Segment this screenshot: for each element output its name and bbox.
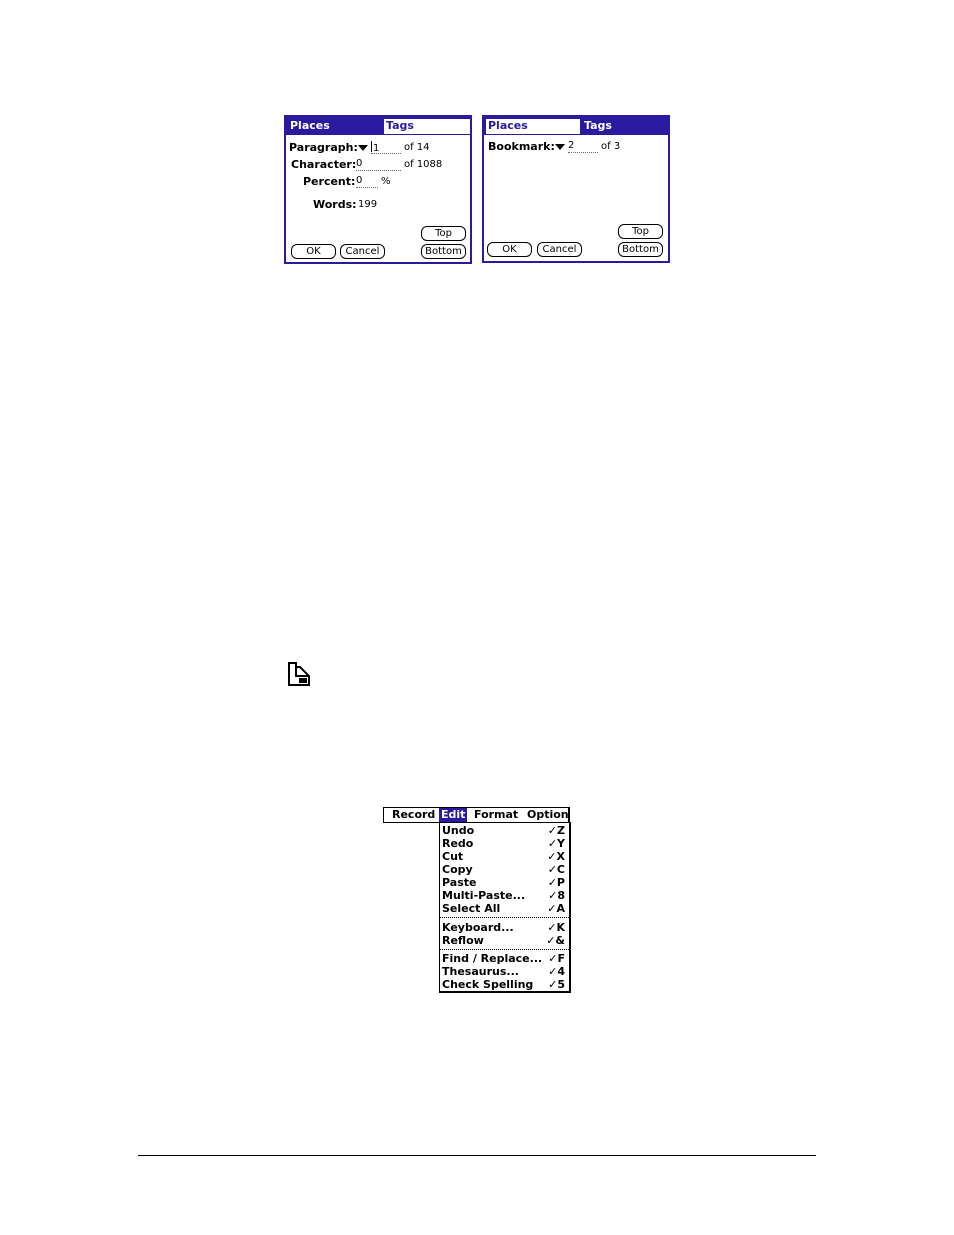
paragraph-dropdown-icon[interactable]: [358, 145, 368, 151]
footer-rule: [138, 1155, 816, 1156]
menu-item-find-replace[interactable]: [442, 952, 565, 965]
menu-separator: [440, 917, 569, 918]
menu-item-label: Thesaurus...: [442, 965, 519, 978]
bookmark-label: Bookmark:: [488, 140, 555, 153]
note-icon: [287, 662, 311, 686]
menu-edit[interactable]: Edit: [441, 808, 466, 821]
ok-button[interactable]: OK: [291, 244, 336, 259]
top-button[interactable]: Top: [618, 224, 663, 239]
shortcut: ✓4: [548, 965, 565, 978]
menu-item-thesaurus[interactable]: [442, 965, 565, 978]
percent-label: Percent:: [303, 175, 356, 188]
menu-item-select-all[interactable]: [442, 902, 565, 915]
character-total: of 1088: [404, 159, 443, 170]
menu-item-label: Select All: [442, 902, 501, 915]
menu-item-undo[interactable]: [442, 824, 565, 837]
paragraph-total: of 14: [404, 142, 430, 153]
menu-item-label: Cut: [442, 850, 464, 863]
cancel-button[interactable]: Cancel: [340, 244, 385, 259]
bottom-button[interactable]: Bottom: [618, 242, 663, 257]
menu-item-paste[interactable]: [442, 876, 565, 889]
menu-item-label: Copy: [442, 863, 473, 876]
menu-option[interactable]: Option: [527, 808, 569, 821]
menu-format[interactable]: Format: [474, 808, 519, 821]
menu-item-label: Multi-Paste...: [442, 889, 526, 902]
menu-item-label: Redo: [442, 837, 474, 850]
bookmark-field[interactable]: 2: [568, 140, 598, 153]
top-button[interactable]: Top: [421, 226, 466, 241]
edit-menu: [439, 822, 571, 993]
menu-item-multi-paste[interactable]: [442, 889, 565, 902]
percent-field[interactable]: 0: [356, 175, 378, 188]
shortcut: ✓F: [548, 952, 565, 965]
shortcut: ✓P: [547, 876, 565, 889]
shortcut: ✓Y: [547, 837, 565, 850]
places-dialog-left: [284, 115, 472, 264]
menu-item-label: Undo: [442, 824, 475, 837]
bookmark-total: of 3: [601, 141, 621, 152]
tab-places[interactable]: Places: [290, 119, 330, 132]
menu-item-keyboard[interactable]: [442, 921, 565, 934]
words-value: 199: [358, 199, 378, 210]
tab-tags[interactable]: Tags: [584, 119, 612, 132]
menu-separator: [440, 949, 569, 950]
shortcut: ✓8: [548, 889, 565, 902]
menu-item-redo[interactable]: [442, 837, 565, 850]
menu-item-label: Check Spelling: [442, 978, 534, 991]
menu-item-reflow[interactable]: [442, 934, 565, 947]
paragraph-field[interactable]: [371, 141, 401, 154]
menu-bar: [383, 807, 570, 823]
shortcut: ✓K: [547, 921, 565, 934]
ok-button[interactable]: OK: [487, 242, 532, 257]
menu-item-check-spelling[interactable]: [442, 978, 565, 991]
character-field[interactable]: 0: [356, 158, 401, 171]
shortcut: ✓Z: [547, 824, 565, 837]
menu-item-copy[interactable]: [442, 863, 565, 876]
tab-tags[interactable]: Tags: [384, 119, 470, 134]
bottom-button[interactable]: Bottom: [421, 244, 466, 259]
menu-item-label: Paste: [442, 876, 477, 889]
shortcut: ✓5: [548, 978, 565, 991]
shortcut: ✓&: [546, 934, 565, 947]
cancel-button[interactable]: Cancel: [537, 242, 582, 257]
places-dialog-right: [482, 115, 670, 263]
shortcut: ✓C: [547, 863, 565, 876]
menu-item-label: Reflow: [442, 934, 484, 947]
paragraph-label: Paragraph:: [289, 141, 358, 154]
text-cursor: [371, 141, 372, 152]
tab-places[interactable]: Places: [486, 119, 580, 134]
shortcut: ✓A: [547, 902, 565, 915]
shortcut: ✓X: [547, 850, 565, 863]
bookmark-dropdown-icon[interactable]: [555, 144, 565, 150]
menu-item-cut[interactable]: [442, 850, 565, 863]
menu-item-label: Find / Replace...: [442, 952, 543, 965]
words-label: Words:: [313, 198, 357, 211]
paragraph-value: 1: [373, 143, 380, 154]
menu-item-label: Keyboard...: [442, 921, 514, 934]
percent-unit: %: [381, 176, 391, 187]
menu-record[interactable]: Record: [392, 808, 436, 821]
character-label: Character:: [291, 158, 357, 171]
